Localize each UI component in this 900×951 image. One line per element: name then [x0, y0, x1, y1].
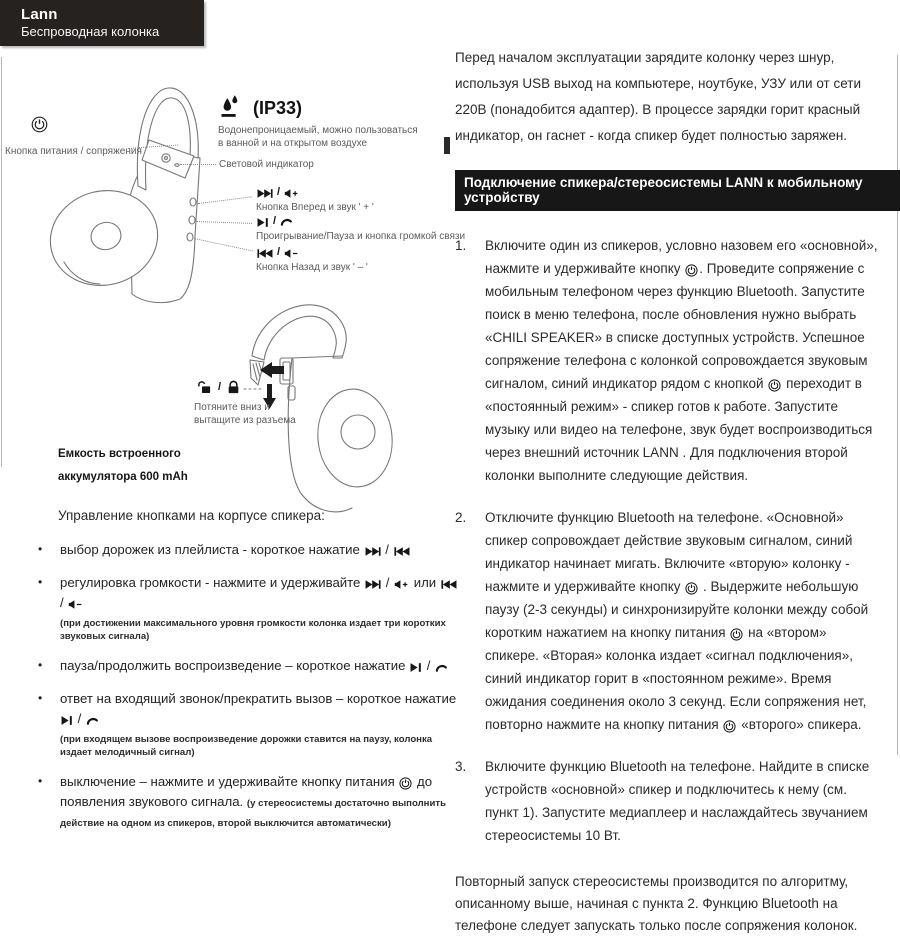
ip-rating-heading — [218, 94, 302, 119]
power-button-icon — [730, 628, 743, 641]
brand-subtitle: Беспроводная колонка — [21, 24, 160, 39]
bullet-marker: • — [38, 542, 43, 556]
forward-button-label: Кнопка Вперед и звук ' + ' — [256, 202, 374, 213]
waterproof-note-line1: Водонепроницаемый, можно пользоваться — [218, 125, 418, 136]
pull-note-line2: вытащите из разъема — [194, 415, 296, 426]
pull-note-line1: Потяните вниз и — [194, 402, 270, 413]
phone-call-icon — [280, 217, 293, 227]
control-item-volume — [36, 573, 460, 643]
next-track-icon — [257, 188, 273, 199]
battery-line1: Емкость встроенного — [58, 448, 181, 460]
lock-icon — [227, 380, 240, 394]
control-text: регулировка громкости - нажмите и удерживайте / или / — [60, 575, 458, 610]
battery-line2: аккумулятора 600 mAh — [58, 471, 188, 483]
play-pause-icon — [257, 217, 269, 228]
instructions-column — [455, 40, 900, 951]
step-3 — [455, 755, 878, 847]
step-text: Отключите функцию Bluetooth на телефоне. «Основной» спикер сопровождает действие звуковым сигналом, синий индикатор начинает мигать. Включите «вторую» колонку - нажмите и удерживайте кнопку . Выдержите небольшую паузу (2-3 секунды) и синхронизируйте колонки между собой коротким нажатием на кнопку питания на «втором» спикере. «Вторая» колонка издает «сигнал подключения», синий индикатор горит в «постоянном режиме». Время ожидания соединения около 3 секунд. Если сопряжения нет, повторно нажмите на кнопку питания «второго» спикера. — [485, 510, 869, 732]
previous-track-icon — [257, 248, 273, 259]
previous-track-icon — [394, 546, 410, 557]
step-number: 2. — [455, 510, 467, 525]
pairing-steps — [455, 234, 900, 847]
control-text: ответ на входящий звонок/прекратить вызов – короткое нажатие / — [60, 691, 457, 726]
bullet-marker: • — [38, 658, 43, 672]
control-item-power-off — [36, 772, 460, 832]
power-button-icon — [399, 777, 412, 790]
power-button-icon — [685, 264, 698, 277]
power-pairing-label: Кнопка питания / сопряжения — [5, 146, 142, 157]
control-item-pause — [36, 656, 460, 676]
step-number: 3. — [455, 759, 467, 774]
brand-title: Lann — [21, 6, 58, 23]
power-button-icon — [31, 116, 48, 133]
power-button-icon — [723, 720, 736, 733]
back-volume-icons: / — [256, 246, 300, 259]
restart-note-paragraph: Повторный запуск стереосистемы производится по алгоритму, описанному выше, начиная с пункта 2. Функцию Bluetooth на телефоне следует запускать только после сопряжения колонок. — [455, 874, 858, 933]
water-droplets-icon — [219, 94, 244, 119]
ip-rating-text: (IP33) — [253, 98, 303, 118]
next-track-icon — [365, 546, 381, 557]
play-pause-icon — [61, 715, 73, 726]
step-2 — [455, 506, 878, 736]
pairing-section-header: Подключение спикера/стереосистемы LANN к мобильному устройству — [455, 170, 900, 211]
control-note: (при входящем вызове воспроизведение дорожки ставится на паузу, колонка издает мелодичный сигнал) — [60, 734, 433, 758]
next-track-icon — [365, 579, 381, 590]
power-button-icon — [768, 379, 781, 392]
control-note-inline: (у стереосистемы достаточно выполнить действие на одном из спикеров, второй выключится автоматически) — [60, 798, 446, 829]
lock-unlock-icons: / — [196, 380, 241, 394]
volume-up-icon — [284, 188, 299, 199]
power-button-icon — [685, 582, 698, 595]
phone-call-icon — [435, 663, 448, 673]
control-text: выключение – нажмите и удерживайте кнопку питания до появления звукового сигнала. (у стереосистемы достаточно выполнить действие на одном из спикеров, второй выключится автоматически) — [60, 774, 446, 829]
step-number: 1. — [455, 238, 467, 253]
play-pause-phone-icons: / — [256, 215, 294, 228]
left-page-edge-line — [1, 57, 2, 467]
forward-volume-icons: / — [256, 186, 300, 199]
brand-header — [0, 0, 204, 46]
step-text: Включите функцию Bluetooth на телефоне. Найдите в списке устройств «основной» спикер и подключитесь к нему (см. пункт 1). Запустите медиаплеер и наслаждайтесь звучанием стереосистемы 10 Вт. — [485, 759, 870, 843]
bullet-marker: • — [38, 774, 43, 788]
charging-intro-paragraph: Перед началом эксплуатации зарядите колонку через шнур, используя USB выход на компьютере, ноутбуке, УЗУ или от сети 220В (понадобится адаптер). В процессе зарядки горит красный индикатор, он гаснет - когда спикер будет полностью заряжен. — [455, 50, 862, 143]
bullet-marker: • — [38, 691, 43, 705]
waterproof-note-line2: в ванной и на открытом воздухе — [218, 138, 368, 149]
control-note: (при достижении максимального уровня громкости колонка издает три коротких звуковых сигнала) — [60, 618, 446, 642]
control-item-call — [36, 689, 460, 759]
volume-down-icon — [68, 599, 83, 610]
control-text: пауза/продолжить воспроизведение – короткое нажатие / — [60, 658, 449, 673]
volume-down-icon — [284, 248, 299, 259]
scan-smudge — [444, 137, 450, 154]
light-indicator-label: Световой индикатор — [219, 159, 314, 170]
controls-title: Управление кнопками на корпусе спикера: — [58, 508, 325, 523]
volume-up-icon — [394, 579, 409, 590]
control-text: выбор дорожек из плейлиста - короткое нажатие / — [60, 542, 411, 557]
play-pause-icon — [410, 662, 422, 673]
step-1 — [455, 234, 878, 487]
controls-section — [36, 508, 460, 845]
battery-capacity-note — [58, 443, 188, 489]
play-pause-label: Проигрывание/Пауза и кнопка громкой связи — [256, 231, 466, 242]
light-indicator-leader — [180, 164, 216, 165]
unlock-icon — [197, 380, 212, 394]
back-button-label: Кнопка Назад и звук ' – ' — [256, 262, 368, 273]
bullet-marker: • — [38, 575, 43, 589]
phone-call-icon — [86, 716, 99, 726]
step-text: Включите один из спикеров, условно назовем его «основной», нажмите и удерживайте кнопку . Проведите сопряжение с мобильным телефоном через функцию Bluetooth. Запустите поиск в меню телефона, после обновления нужно выбрать «CHILI SPEAKER» в списке доступных устройств. Успешное сопряжение телефона с колонкой сопровождается звуковым сигналом, синий индикатор рядом с кнопкой переходит в «постоянный режим» - спикер готов к работе. Запустите музыку или видео на телефоне, звук будет воспроизводиться через внешний источник LANN . Для подключения второй колонки выполните следующие действия. — [485, 238, 878, 483]
control-item-track-select — [36, 540, 460, 560]
